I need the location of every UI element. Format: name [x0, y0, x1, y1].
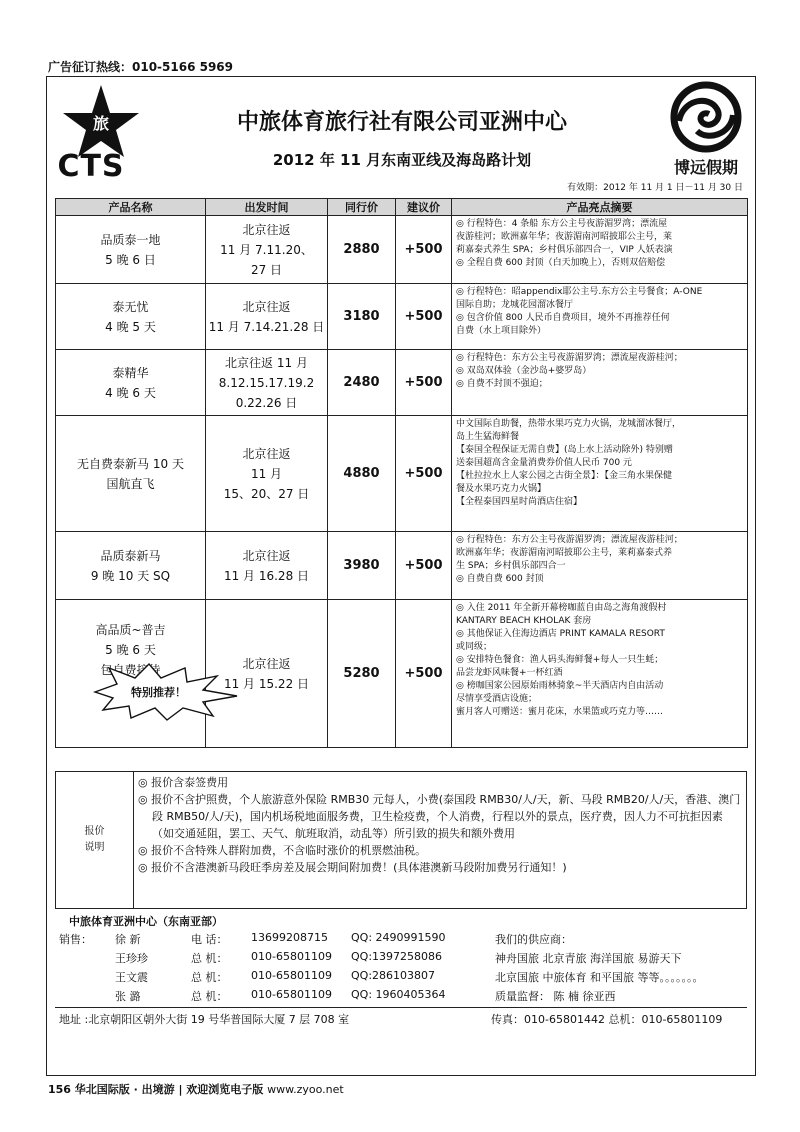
partner-logo-text: 博远假期	[673, 158, 738, 177]
features: ◎ 行程特色：4 条船 东方公主号夜游湄罗湾；漂流屋 夜游桂河；欧洲嘉年华；夜游湄南河昭披耶公主号，莱 莉嘉泰式养生 SPA；乡村俱乐部四合一，VIP 人妖表演 ◎ 全程自费 600 封顶（白天加晚上），否则双倍赔偿	[452, 216, 748, 284]
footer-url-link[interactable]: www.zyoo.net	[267, 1083, 344, 1096]
special-recommend-badge	[91, 662, 241, 722]
table-row	[56, 532, 748, 600]
col-header-features: 产品亮点摘要	[452, 199, 748, 216]
product-name: 泰无忧 4 晚 5 天	[56, 284, 206, 350]
contact-name: 张 潞	[115, 990, 141, 1003]
contact-row	[55, 969, 747, 986]
footer-page-info: 156 华北国际版 · 出境游 | 欢迎浏览电子版	[48, 1083, 264, 1096]
plan-title: 2012 年 11 月东南亚线及海岛路计划	[272, 151, 532, 169]
sales-label: 销售：	[59, 933, 92, 946]
product-name: 高品质~普吉 5 晚 6 天 包自费接待	[56, 600, 206, 748]
suggested-price: +500	[396, 284, 452, 350]
notes-label: 报价 说明	[56, 772, 134, 908]
trade-price: 4880	[328, 416, 396, 532]
ad-hotline: 广告征订热线：010-5166 5969	[48, 60, 234, 74]
departure-time: 北京往返 11 月 16.28 日	[206, 532, 328, 600]
contact-title: 中旅体育亚洲中心（东南亚部）	[69, 915, 223, 928]
table-header-row	[56, 199, 748, 216]
departure-time: 北京往返 11 月 15、20、27 日	[206, 416, 328, 532]
contact-row	[55, 931, 747, 948]
phone-number: 010-65801109	[251, 950, 332, 963]
trade-price: 2880	[328, 216, 396, 284]
address: 地址 :北京朝阳区朝外大街 19 号华普国际大厦 7 层 708 室	[59, 1013, 350, 1026]
header	[47, 77, 755, 195]
phone-label: 总 机：	[191, 971, 228, 984]
qq-number: QQ:1397258086	[351, 950, 443, 963]
supplier-info: 我们的供应商：	[495, 933, 572, 946]
features: ◎ 行程特色：东方公主号夜游湄罗湾；漂流屋夜游桂河； 欧洲嘉年华；夜游湄南河昭披耶公主号，莱莉嘉泰式养 生 SPA；乡村俱乐部四合一 ◎ 自费自费 600 封顶	[452, 532, 748, 600]
phone-label: 总 机：	[191, 952, 228, 965]
features: ◎ 入住 2011 年全新开幕榜咖蓝自由岛之海角渡假村 KANTARY BEACH KHOLAK 套房 ◎ 其他保证入住海边酒店 PRINT KAMALA RESORT 或同级； ◎ 安排特色餐食：渔人码头海鲜餐+每人一只生蚝； 品尝龙虾风味餐+一杯红酒 ◎ 榜咖国家公园原始雨林骑象~半天酒店内自由活动 尽情享受酒店设施； 蜜月客人可赠送：蜜月花床，水果篮或巧克力等……	[452, 600, 748, 748]
badge-label: 特别推荐！	[131, 686, 186, 699]
company-title: 中旅体育旅行社有限公司亚洲中心	[236, 110, 567, 135]
contact-row	[55, 988, 747, 1005]
qq-number: QQ: 2490991590	[351, 931, 446, 944]
col-header-name: 产品名称	[56, 199, 206, 216]
departure-time: 北京往返 11 月 7.14.21.28 日	[206, 284, 328, 350]
col-header-departure: 出发时间	[206, 199, 328, 216]
supplier-info: 北京国旅 中旅体育 和平国旅 等等。。。。。。。	[495, 971, 704, 984]
features: ◎ 行程特色：昭appendix耶公主号.东方公主号餐食；A-ONE 国际自助；龙城花园溜冰餐厅 ◎ 包含价值 800 人民币自费项目，境外不再推荐任何 自费（水上项目除外）	[452, 284, 748, 350]
features: ◎ 行程特色：东方公主号夜游湄罗湾；漂流屋夜游桂河； ◎ 双岛双体验（金沙岛+婆罗岛） ◎ 自费不封顶不强迫；	[452, 350, 748, 416]
price-notes	[55, 771, 747, 909]
qq-number: QQ:286103807	[351, 969, 436, 982]
address-row	[55, 1007, 747, 1027]
contact-name: 徐 新	[115, 933, 141, 946]
features: 中文国际自助餐，热带水果巧克力火锅，龙城溜冰餐厅， 岛上生猛海鲜餐 【泰国全程保证无需自费】(岛上水上活动除外) 特别赠 送泰国超高含金量消费券价值人民币 700 元 【杜拉拉水上人家公园之古街全景】：【金三角水果保健 餐及水果巧克力火锅】 【全程泰国四星时尚酒店住宿】	[452, 416, 748, 532]
product-name: 品质泰新马 9 晚 10 天 SQ	[56, 532, 206, 600]
suggested-price: +500	[396, 600, 452, 748]
note-item: ◎ 报价不含特殊人群附加费，不含临时涨价的机票燃油税。	[138, 844, 427, 857]
supplier-info: 质量监督： 陈 楠 徐亚西	[495, 990, 616, 1003]
validity-date: 有效期：2012 年 11 月 1 日－11 月 30 日	[567, 183, 743, 193]
table-row	[56, 216, 748, 284]
suggested-price: +500	[396, 216, 452, 284]
supplier-info: 神舟国旅 北京青旅 海洋国旅 易游天下	[495, 952, 682, 965]
departure-time: 北京往返 11 月 7.11.20、 27 日	[206, 216, 328, 284]
flyer-frame	[46, 76, 756, 1076]
table-row	[56, 284, 748, 350]
contact-name: 王珍珍	[115, 952, 148, 965]
phone-number: 010-65801109	[251, 988, 332, 1001]
phone-number: 010-65801109	[251, 969, 332, 982]
suggested-price: +500	[396, 416, 452, 532]
cts-logo-text: CTS	[57, 149, 125, 184]
col-header-price: 同行价	[328, 199, 396, 216]
suggested-price: +500	[396, 350, 452, 416]
product-name: 无自费泰新马 10 天 国航直飞	[56, 416, 206, 532]
contact-name: 王文震	[115, 971, 148, 984]
contact-row	[55, 950, 747, 967]
product-name: 品质泰一地 5 晚 6 日	[56, 216, 206, 284]
trade-price: 2480	[328, 350, 396, 416]
departure-time: 北京往返 11 月 15.22 日	[206, 600, 328, 748]
notes-body	[138, 774, 742, 876]
phone-number: 13699208715	[251, 931, 328, 944]
note-item: ◎ 报价不含护照费，个人旅游意外保险 RMB30 元每人，小费(泰国段 RMB30/人/天，新、马段 RMB20/人/天，香港、澳门段 RMB50/人/天)，国内机场税地面服务费，卫生检疫费，个人消费，行程以外的景点，医疗费，因人力不可抗拒因素（如交通延阻，罢工、天气、航班取消，动乱等）所引致的损失和额外费用	[138, 793, 741, 840]
trade-price: 3180	[328, 284, 396, 350]
fax-and-switchboard: 传真：010-65801442 总机：010-65801109	[491, 1013, 723, 1026]
col-header-suggested: 建议价	[396, 199, 452, 216]
note-item: ◎ 报价含泰签费用	[138, 776, 229, 789]
table-row	[56, 416, 748, 532]
trade-price: 5280	[328, 600, 396, 748]
product-name: 泰精华 4 晚 6 天	[56, 350, 206, 416]
suggested-price: +500	[396, 532, 452, 600]
table-row	[56, 350, 748, 416]
departure-time: 北京往返 11 月 8.12.15.17.19.2 0.22.26 日	[206, 350, 328, 416]
trade-price: 3980	[328, 532, 396, 600]
phone-label: 电 话：	[191, 933, 228, 946]
qq-number: QQ: 1960405364	[351, 988, 446, 1001]
page-footer	[48, 1081, 344, 1097]
note-item: ◎ 报价不含港澳新马段旺季房差及展会期间附加费！(具体港澳新马段附加费另行通知！)	[138, 861, 567, 874]
phone-label: 总 机：	[191, 990, 228, 1003]
logo-char: 旅	[92, 114, 110, 133]
